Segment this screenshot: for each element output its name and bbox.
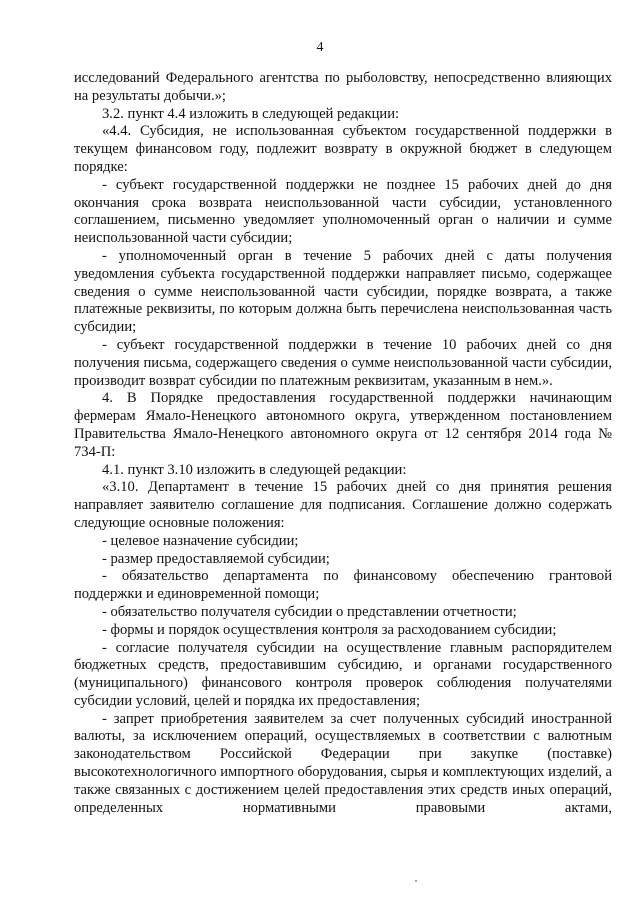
paragraph-list-item: - целевое назначение субсидии;	[102, 532, 299, 549]
paragraph-item-4-4: «4.4. Субсидия, не использованная субъектом государственной поддержки в текущем финансовом году, подлежит возврату в окружной бюджет в следующем порядке:	[74, 123, 612, 175]
paragraph-continuation: исследований Федерального агентства по рыболовству, непосредственно влияющих на результаты добычи.»;	[74, 70, 612, 104]
page-number: 4	[316, 40, 324, 55]
paragraph-list-item: - согласие получателя субсидии на осуществление главным распорядителем бюджетных средств, предоставившим субсидию, и органами государственного (муниципального) финансового контроля проверок соблюдения получателями субсидии условий, целей и порядка их предоставления;	[74, 639, 612, 709]
paragraph-list-item: - размер предоставляемой субсидии;	[102, 550, 330, 567]
paragraph-item-3-2: 3.2. пункт 4.4 изложить в следующей редакции:	[102, 105, 400, 122]
paragraph-list-item: - уполномоченный орган в течение 5 рабочих дней с даты получения уведомления субъекта государственной поддержки направляет письмо, содержащее сведения о сумме неиспользованной части субсидии, порядке возврата, а также платежные реквизиты, по которым должна быть перечислена неиспользованная часть субсидии;	[74, 247, 612, 336]
paragraph-list-item: - обязательство департамента по финансовому обеспечению грантовой поддержки и единовременной помощи;	[74, 568, 612, 603]
paragraph-list-item: - формы и порядок осуществления контроля за расходованием субсидии;	[102, 621, 557, 638]
paragraph-list-item: - обязательство получателя субсидии о представлении отчетности;	[102, 603, 517, 620]
paragraph-list-item: - субъект государственной поддержки не позднее 15 рабочих дней до дня окончания срока возврата неиспользованной части субсидии, установленного соглашением, письменно уведомляет уполномоченный орган о наличии и сумме неиспользованной части субсидии;	[74, 176, 612, 247]
scan-artifact	[415, 880, 417, 882]
paragraph-item-4-1: 4.1. пункт 3.10 изложить в следующей редакции:	[102, 461, 407, 478]
paragraph-list-item: - запрет приобретения заявителем за счет полученных субсидий иностранной валюты, за исключением операций, осуществляемых в соответствии с валютным законодательством Российской Федерации при закупке (поставке) высокотехнологичного импортного оборудования, сырья и комплектующих изделий, а также связанных с достижением целей предоставления этих средств иных операций, определенных нормативными правовыми актами,	[74, 710, 612, 816]
document-body	[74, 70, 612, 817]
paragraph-item-4: 4. В Порядке предоставления государственной поддержки начинающим фермерам Ямало-Ненецкого автономного округа, утвержденном постановлением Правительства Ямало-Ненецкого автономного округа от 12 сентября 2014 года № 734-П:	[74, 390, 612, 460]
paragraph-item-3-10: «3.10. Департамент в течение 15 рабочих дней со дня принятия решения направляет заявителю соглашение для подписания. Соглашение должно содержать следующие основные положения:	[74, 479, 612, 531]
paragraph-list-item: - субъект государственной поддержки в течение 10 рабочих дней со дня получения письма, содержащего сведения о сумме неиспользованной части субсидии, производит возврат субсидии по платежным реквизитам, указанным в нем.».	[74, 336, 612, 389]
